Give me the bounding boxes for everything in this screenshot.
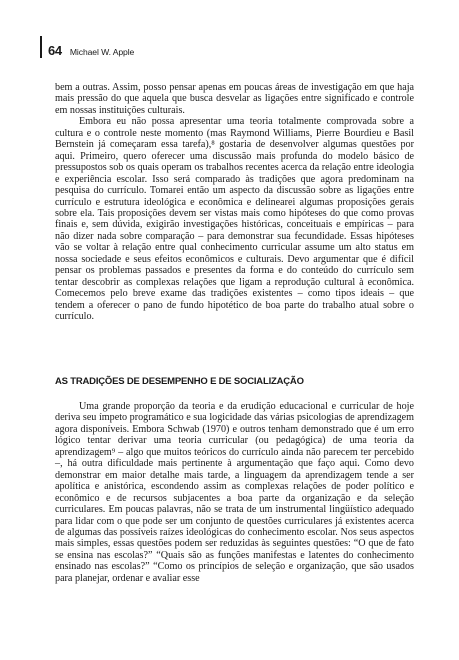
paragraph: Uma grande proporção da teoria e da erudição educacional e curricular de hoje deriva seu ímpeto programático e sua logicidade das várias psicologias de aprendizagem agora disponíveis. Embora Schwab (1970) e outros tenham demonstrado que é um erro lógico tentar derivar uma teoria curricular (ou pedagógica) de uma teoria da aprendizagem⁹ – algo que muitos teóricos do currículo ainda não parecem ter percebido –, há outra dificuldade mais pertinente à argumentação que faço aqui. Como devo demonstrar em maior detalhe mais tarde, a linguagem da aprendizagem tende a ser apolítica e anistórica, escondendo assim as complexas relações de poder político e econômico e de recursos subjacentes a boa parte da organização e da seleção curriculares. Em poucas palavras, não se trata de um instrumental lingüístico adequado para lidar com o que pode ser um conjunto de questões curriculares já existentes acerca de algumas das possíveis raízes ideológicas do conhecimento escolar. Nos seus aspectos mais simples, essas questões podem ser reduzidas às seguintes questões: “O que de fato se ensina nas escolas?” “Quais são as funções manifestas e latentes do conhecimento ensinado nas escolas?” “Como os princípios de seleção e organização, que são usados para planejar, ordenar e avaliar esse [55,401,414,584]
running-head-author: Michael W. Apple [69,47,135,57]
section-body-text [55,401,414,584]
body-text [55,82,414,323]
paragraph: Embora eu não possa apresentar uma teoria totalmente comprovada sobre a cultura e o controle neste momento (mas Raymond Williams, Pierre Bourdieu e Basil Bernstein já começaram essa tarefa),⁸ gostaria de desenvolver algumas questões por aqui. Primeiro, quero oferecer uma discussão mais profunda do modelo básico de pressupostos sob os quais operam os trabalhos recentes acerca da relação entre ideologia e experiência escolar. Isso será comparado às tradições que agora predominam na pesquisa do currículo. Tomarei então um aspecto da discussão sobre as ligações entre currículo e estrutura ideológica e econômica e delinearei algumas proposições gerais sobre ela. Tais proposições devem ser vistas mais como hipóteses do que como provas finais e, sem dúvida, exigirão investigações históricas, conceituais e empíricas – para não dizer nada sobre comparação – para demonstrar sua fecundidade. Essas hipóteses vão se voltar à relação entre qual conhecimento curricular assume um alto status em nossa sociedade e seus efeitos econômicos e culturais. Devo argumentar que é difícil pensar os problemas passados e presentes da forma e do conteúdo do currículo sem tentar descobrir as complexas relações que ligam a reprodução cultural à econômica. Comecemos pelo breve exame das tradições existentes – como tipos ideais – que tendem a oferecer o pano de fundo hipotético de boa parte do trabalho atual sobre o currículo. [55,116,414,323]
section-heading: AS TRADIÇÕES DE DESEMPENHO E DE SOCIALIZAÇÃO [55,376,304,387]
paragraph-continued: bem a outras. Assim, posso pensar apenas em poucas áreas de investigação em que haja mais pressão do que aquela que busca desvelar as ligações entre significado e controle em nossas instituições culturais. [55,82,414,116]
running-head [40,38,134,58]
header-rule [40,36,42,58]
page-number: 64 [48,43,62,58]
